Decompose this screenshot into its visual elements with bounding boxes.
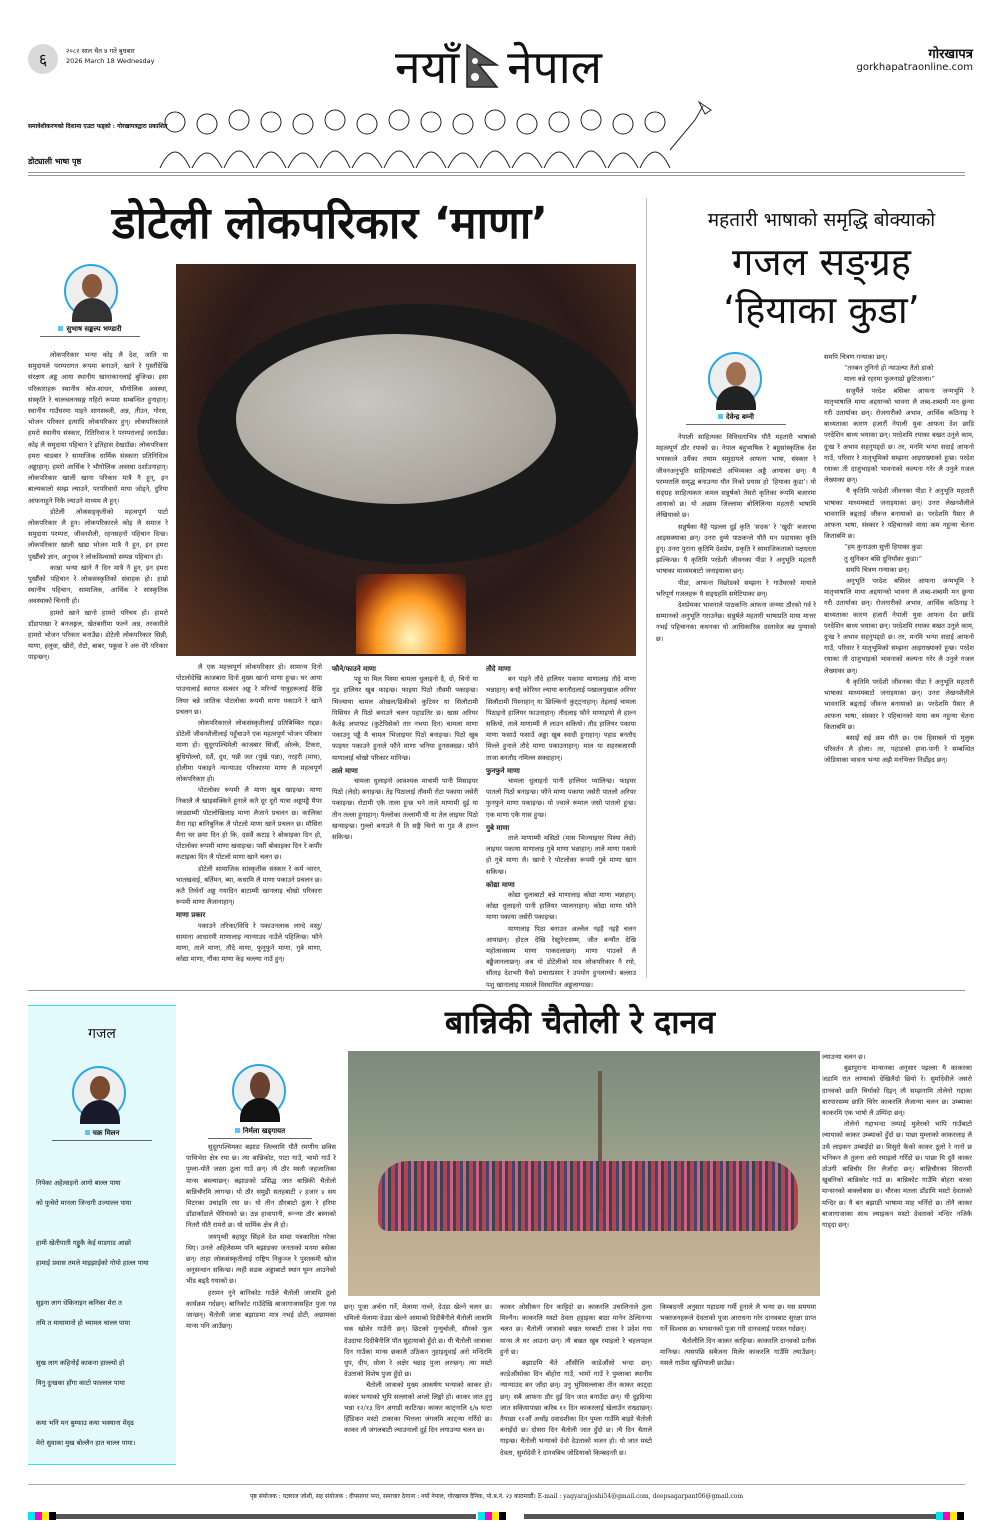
subheading-kodya: कोद्या माणा [486, 879, 515, 889]
subheading-faune: फौने/फाउने माणा [332, 664, 376, 673]
masthead-right: नेपाल [507, 40, 602, 94]
header-rule [28, 172, 965, 173]
paragraph: पट्टू या मिल पिस्या चामला धुलाइनो दै, दो, चिनो या गुड हालियर खुब फाइन्छ। फाइया पिठो तौवमी पकाइन्छ। भिज्याया चामल ओखल/ढिकीको कुटियर या सिलौटामी पिसियर लै पिठो बनाउने चलन पहाडतिर छ। खास अरियर कैलेइ अपरफट (कुटेपिसेको तार नभया दिन) चामला माणा पकाउनु पड्ढै मै चामल भिजाइयर पिठो बनाइन्छ। पिठो खुब फाइयर पकाउने हुनाले फौने माणा भनिया हुनसक्दछ। फौने माणालाई चोखो परिकार मानिन्छ। [332, 675, 478, 762]
article3-byline: निर्मला खड्गायत [208, 1126, 312, 1139]
subheading-taude: तौदे माणा [486, 664, 511, 673]
dateline [66, 46, 154, 66]
headline-line1: गजल सङ्ग्रह [732, 240, 911, 284]
registration-bar [524, 1514, 964, 1519]
paragraph: लोकपरिकार भन्या कोइ लै देश, जाति या समुदायले परम्परागत रूपमा बनाउने, खाने रे पुस्तौंदेखि संरक्षण अड्ढ आया स्थानीय खानाकानलाई बुजिन्छ। इसा परिकाराहरू स्थानीय स्रोत-साधन, भौगोलिक अवस्था, संस्कृति रे चालचलनसङ्ग गहिरो रूपमा सम्बन्धित हुनाहान्। स्थानीय गाउँघरमा पाइने सागसब्जी, अन्न, तीउन, गोरस, भोजन परिकार इत्यादि लोकपरिकार हुन्। लोकपरिकारले हमरो स्थानीय संस्कार, रितिरिवाज रे परम्परालाई जनाउँछ। कोइ लै समुदाया पहिचान रे इतिहास देखाउँछ। लोकपरिकार हमरा चाडबार रे सामाजिक धार्मिक संस्कारा प्रतिनिधित्व अड्ढाहान्। हमरो आर्थिक रे भौगोलिक अवस्था दर्शाउनाहान्। लोकपरिकार खाली खाना परिकार मात्रै नै हुन्, इन बाल्यकालो सम्झ ल्याउने, परपरिवारो माया जोड्ने, दुरिया आफनाहुने निकै ल्याउने माध्यम लै हुन्। [28, 351, 168, 505]
subheading-funfune: फुनफुने माणा [486, 765, 520, 775]
paragraph: काकर ओसीकन दिन काट्टिदो छ। काकरलि उचालिनाले ठुला मिल्नैन। काकरलि मस्टो देवता हट्टाइका बाठा मानेन ठेल्दिनन्या चलन छ। चैतोली जात्राको बखत घरबाटी टाका रे प्रदेश गया मान्स लै घर आउना छन्। त्यै बखत खुब रमाइलो रे चहलपहल हुनो छ। [500, 1303, 652, 1356]
ghazal-heading: गजल [88, 1026, 116, 1042]
paragraph: कोद्या धुलाबाटो बन्ने माणालाइ कोद्या माणा भन्नाहान्। कोद्या धुलाइनो पानी हालियर प्यालनाहान्। कोद्या माणा फौने माणा पकाया जसेरी पकाइन्छ। [486, 891, 636, 922]
masthead-left: नयाँ [395, 40, 460, 94]
paragraph: यै कृतिमि परदेशी जीवनका पीडा रे अनुभूति महतारी भाषाका माध्यमबाटो जनाइयाका छन्। उनरा लेखनशैलीले भावनालि बढ्ताई जीवन्त बनायाको छ। परदेशमि पैसार लै आफना भाषा, संस्कार रे पहिचानको माया कम नहुन्या चेतना किताबमि छ। [824, 487, 974, 541]
article2-col2 [824, 352, 974, 980]
ghazal-line: को फुचेरो मानला जिन्दगी उज्याल्ल पाया [36, 1199, 132, 1207]
paragraph: सुदूरपश्चिमका बझाङ जिल्लामि यौतै रमणीय छविस पाथिभेरा क्षेत्र रया छ। त्या बान्निकोट, पाटा गाउँ, भामो गाउँ रे पुम्ला-योतै जस्ता ठूला गाउँ छन्। त्यै ठौर मस्तौ जहजातिका मान्स बस्ल्याछन्। बझाङको प्रसिद्ध जात बान्निकी चैतोलो बान्निचौरमि लागन्छ। यो ठौर समुद्री सतहबाटी २ हजार ४ सय मिटरका उचाइमि रया छ। यो तीन ठौरबाटो ठूला रे हरिया डाँडाकाँडाले घेरियाको छ। ठन्न हावापानी, रून्न्या ठौर बस्नाको नितरौ यौतै रामरो छ। यो धार्मिक क्षेत्र लै हो। [186, 1143, 336, 1230]
article2-author-avatar [708, 352, 762, 406]
page-number: ६ [28, 44, 58, 74]
brand [856, 44, 973, 73]
paragraph: पकाउने तरिका/विधि रे पकाउनलाक लाग्दे वस्तु/सामाना आधारमी माणालाइ न्यान्याउद नाउँले पहिलिन्छ। फौने माणा, ताले माणा, तौदे माणा, फुनुफुने माणा, गुबे माणा, कोद्या माणा, गौंका माणा केइ चल्ल्या नाउँ हुन्। [176, 921, 322, 964]
paragraph: ल्याउन्या चलन छ। [822, 1053, 866, 1061]
verse-line: “तनबन तुनिनो हो न्याउल्या तैतो डाको [844, 364, 934, 373]
chaitoli-festival-photo [348, 1051, 820, 1296]
crowd-illustration-icon [155, 100, 735, 168]
subheading-gube: गुबे माणा [486, 822, 510, 832]
article3-author-avatar [232, 1064, 286, 1118]
article1-col1 [28, 350, 168, 980]
maana-bread [236, 334, 556, 504]
subheading-taale: ताले माणा [332, 765, 358, 775]
paragraph: हरामन नुने बानिकोट गाउँले चैतोली जात्रामि ठूलो कार्यक्रम गर्दछन्। बानिकोट गाउँदेखि बाजागाजासहित पुजा गन्न जान्छन्। चैतोली जात्रा बझाङमा मात्र नभई डोटी, अछामका मान्स पनि आउँछन्। [186, 1288, 336, 1331]
ghazal-author-avatar [72, 1066, 126, 1120]
subheading-types: माणा प्रकार [176, 910, 206, 920]
date-english: 2026 March 18 Wednesday [66, 57, 155, 65]
ghazal-line: निपेका अहेत्वाइनो आगो बाल्ल पाया [36, 1179, 121, 1187]
fire [356, 574, 466, 654]
tagline: समावेशीकरणको दिशामा एउटा फड्को : गोरखापत्रद्वारा प्रकाशित [28, 123, 168, 130]
ghazal-line: यिनु दुःखका हाँगा काटो फाल्लल पाया [36, 1379, 125, 1387]
article3-col5 [822, 1052, 972, 1480]
ghazal-line: सुख लाग कहिनोइँ काकना हाल्ल्यो हो [36, 1359, 125, 1367]
paragraph: ताले माणाम्मी मसिठो (मास भिज्याइयर पिस्या लेदो) लाइयर पकाया माणालाइ गुबे माणा भन्नाहान्। ताले माणा पकाये हो गुबे माणा लै। खानो रे पोटलोका रूपमी गुबे माणा खान सकिन्छ। [486, 834, 636, 876]
article1-author-avatar [64, 264, 118, 318]
paragraph: यै कृतिमि परदेशी जीवनका पीडा रे अनुभूति महतारी भाषाका माध्यमबाटो जनाइयाका छन्। उनरा लेखनशैलीले भावनालि बढ्ताई जीवन्त बनायाको छ। परदेशमि पैसार लै आफना भाषा, संस्कार रे पहिचानको माया कम नहुन्या चेतना किताबमि छ। [824, 677, 974, 731]
article3-col1 [186, 1142, 336, 1480]
section-rule [28, 990, 965, 991]
registration-bar [36, 1514, 476, 1519]
crowd [378, 1161, 798, 1231]
paragraph: बसाईं सई क्रम यौतै छ। एक हिसाबले यो मुलुक परिवर्तन लै होला। तर, पहाडको हावा-पानी रे सम्बन्धित जोडियाका भावना भन्या अझै मनभित्तर निर्डोइद छन्। [824, 733, 974, 765]
date-nepali: २०८२ साल चैत ४ गते बुधबार [66, 47, 135, 55]
article1-col2 [176, 662, 322, 980]
paragraph: माणालाइ पिठा बनाउन अल्लेल नइहै नइहै चलन आयाछन्। होटल देखि रेस्टुरेन्टसम्म, जीत बन्यौंत देखि महोत्सवसम्म माणा पाकदलाछन्। माणा पाउको लै बढ्ढैजानलाछन्। अब यो डोटेलीको मात्र लोकपरिकार नै रयो, सौंताइ देशभरी यैको प्रचारप्रसार रे उपयोग हुनलाग्यो। बल्लाउ पशु खानालाइ मासाले विस्थापित अड्ढलाग्याछ। [486, 924, 636, 989]
footer-rule [28, 1484, 965, 1485]
paragraph: सजुर्यैले परदेश बसिबर आफना जन्मभूमि रे मातृभाषालि माया अद्दयान्को भावना लै शब्द-शब्दमी मन छुन्या गरी उतार्याका छन्। रोजगारीको अभाव, आर्थिक कठिनाइ रे बाध्यताका कारण हजारौं नेपाली युवा आफना देश छाडि परदेशिन बाध्य भयाका छन्। परदेशमि रयाका बखत उनुले काम, दुःख रे अभाव सहनुपड्दो छ। तर, मनमि भन्या सदाई आफनो गाउँ, परिवार रे मातृभूमिको सम्झना आइराख्याको हुन्छ। परदेश रयाका ती दाजुभाइको भावनाको कल्पना गरेर लै उनुले गजल लेख्याका छन्। [824, 386, 974, 485]
article3-col4 [660, 1302, 816, 1480]
paragraph: समपि चित्रण गन्याका छन्। [846, 565, 910, 574]
paragraph: लै एक महत्त्वपूर्ण लोकपरिकार हो। सामान्य दिनो पोटलोदेखि काजबारा दिनो मुख्य खानो माणा हुन्छ। घर आया पाउनालाई स्वागत सत्कार अड्ढ रे मरिन्याँ यात्रुहरूलाई दैखि लियर बन्ने जातिक पोटलोका रूपमी माणा पकाउने रे खाने प्रचलन छ। [176, 663, 322, 716]
article1-byline: सुभाष सङ्कल्प भण्डारी [40, 324, 140, 337]
nepal-flag-icon [465, 43, 501, 91]
ghazal-line: हामी खेतीपाती गड्ढुकै केई माडगाड आछो [36, 1239, 131, 1247]
paragraph: डोटेली सामाजिक सांस्कृतीक संस्कार रे कर्म न्वारन, भातखवाई, बर्तिमन, ब्या, कथामि लै माणा पकाउने प्रचलन छ। कतै तिर्थनाँ अड्ढ गयादिन बाटाम्मी खानलाइ चोखो परिकारा रूपमी माणा लैजानाहान्। [176, 864, 322, 907]
header-rule-2 [28, 175, 965, 176]
paragraph: बुढापुराना मान्सनका अनुसार पइल्ला यै काकरका जडामि रात लाग्याको देखिलैदो छियो रे। सुर्मादेवीले जसरो दानवको छाति चिर्याको दिइन् त्यै सम्झनामि तोलेनो गद्दाका बारपारसम्म छाति चिरेर काकरलि लैजान्या चलन छ। उम्ब्याका काकरमि एक भाषो लै उम्पिंदा छन्। [822, 1064, 972, 1118]
paragraph: चैतोलीलि दिन काकर काट्टिन्छ। काकरलि दानवको प्रतीक मानिन्छ। त्यसपछि सबैजना मिलेर काकरलि गाउँमि ल्याउँछन्। यसले गाउँमा खुशियाली छाउँछ। [660, 1336, 816, 1368]
ghazal-line: तमि त मायामानो हो च्यामल चाल्ल पाया [36, 1319, 131, 1327]
paragraph: पोटलोका रूपमी लै माणा खुब खाइन्छ। माणा निकालै लै खाइसक्किने हुनाले कतै दूर दूरो यात्रा अड्डपड्ढै मैपर जाड्याम्मी पोटलोखिलाइ माणा लैजाने प्रचलन छ। कालिका मैना गद्दा बानिबुनिक लै पोटलो माणा खाने प्रचलन छ। मौसिरा मैना घर छया दिन हो कि, दसवैं कटाइ रे बोकाइका दिन हो, पोटलोका रूपमी माणा खवाइन्छ। पर्सी बोकाइका दिन रे कर्पौर कटाइका दिन लै पोटलो माणा खाने चलन छ। [176, 786, 322, 862]
color-registration-mark-icon [28, 1512, 56, 1520]
article1-headline: डोटेली लोकपरिकार ‘माणा’ [112, 198, 548, 249]
masthead [395, 42, 602, 92]
paragraph: कान्ना भन्या खाने नै दिन मात्रै नै हुन, इन हमरा पुर्खौंको पहिचान रे लोकसंस्कृतिको संवाहक हो। हाम्रो स्थानीय पहिचान, सामाजिक, आर्थिक रे सांस्कृतिक अवस्थाको चिनारी हो। [28, 563, 168, 606]
paragraph: चैतोली जात्राको मुख्य आकर्षण भन्याको काकर हो। काकर भन्याको भुपि सल्लाको अग्लो लिङ्गो हो। काकर जात हुनु भन्ना १२/१३ दिन अगाडी काटिन्छ। काकर काट्नालि ६/७ घन्टा हिँडिकन मस्टो टाकाका भित्तला जंगलमि काट्न्या गरिँदो छ। काकर त्यै जंगलबाटी ल्याउनालो दुई दिन लगाउन्या चलन छ। [344, 1381, 492, 1435]
paragraph: लोकपरिकारले लोकसंस्कृतीलाई प्रतिबिम्बित गद्दछ। डोटेली जीवनशैलीलाई पहुँचाउने एक महत्वपूर्ण भोजन परिकार माणा हो। सुदूरपश्चिमेली काजबार सिजौँ, ओल्के, टिकरा, बुधियोल्लो, दशैं, दुध, पन्नी जत (पुखे पन्ना), नरहरी (माघ), होलीमा पकाइने न्यान्याउद परिकारमा माणा लै महत्वपूर्ण लोकपरिकार हो। [176, 719, 322, 784]
paragraph: अनुभूति परदेश बसिवर आफना जन्मभूमि रे मातृभाषालि माया अद्दयान्को भावना लै शब्द-शब्दमी मन छुन्या गरी उतार्याका छन्। रोजगारीको अभाव, आर्थिक कठिनाइ रे बाध्यताका कारण हजारौं नेपाली युवा आफना देश छाडि परदेशिन बाध्य भयाका छन्। परदेशमि रयाका बखत उनुले काम, दुःख रे अभाव सहनुपड्दो छ। तर, मनमि भन्या सदाई आफनो गाउँ, परिवार रे मातृभूमिको सम्झना आइराख्याको हुन्छ। परदेश रयाका ती दाजुभाइको भावनाको कल्पना गरेर लै उनुले गजल लेख्याका छन्। [824, 577, 974, 675]
verse-line: तु सुनिकन बसि दुनियाँका कुडा।” [844, 554, 922, 563]
paragraph: हामरो खाने खानो हामरो परिचय हो। हामरो डाँडापाखा रे बनजङ्गल, खेतबारीमा फल्ने अन्न, तरकारीले हामरो भोजन परिकार बनाउँछ। डोटेली लोकपरिकार सिन्नी, माणा, हलुवा, खीरो, रोटो, बाबर, पकुवा रे अरु धेरै परिकार पाइन्छन्। [28, 608, 168, 662]
paragraph: तोलेनो गद्दाभन्दा तम्पाई मुलेरको भापि गाउँबाटो ल्यायाको काकर उम्ब्याको हुँदो छ। पाछा मुम्लाको काकरलाइ लै उथै लाइकन उम्बाइँदो छ। मिसुरो कैको काकर ठूलो रे नानो छ भनिकन लै तुलना अरो रमाइलो गरिँदो छ। पाछा यि दुवै काकर ठोउगी बान्निचौर तिर लैजाँदा छन्। बान्निचौरका सिरानमी खुबनिको बान्निकोट गाउँ छ। बान्निकोट गाउँमि बोहरा थरका मान्सनको बाक्लोबास छ। चौरका मतला डाँडामि मस्टो देवताको मन्दिर छ। यै बन बझाङी भाषामा माह भनिँदो छ। तोनै काकर बाजागाजाका साथ ल्याइकन मस्टो देवताको मन्दिर नजिकै गाड्दा छन्। [822, 1120, 972, 1230]
paragraph: छन्। पूजा अर्चना गर्ने, मेलामा नाच्ने, देउडा खेल्ने चलन छ। धमिलो मेलामा देउडा खेल्ने आमाको दिदीबैनीले चैतोली जात्रामि थक खोलेर गाउँनी छन्। छिटको गुन्युचोली, सौरको फूल देउदाया दिदीबैनीलि पौत सुहायाको हुँदो छ। यी चैतोली जात्राका दिन गाउँका मान्स छकालै उठिकन नुहाइधुवाई अरो मन्दिरमि धुप, दीप, धोला रे अक्षेर चढाइ पुजा अरन्छन्। त्या मस्टो देउताको विशेष पुजा हुँदो छ। [344, 1303, 492, 1379]
ghazal-box [28, 1005, 176, 1465]
article3-col2 [344, 1302, 492, 1480]
color-registration-mark-icon [936, 1512, 964, 1520]
ghazal-line: मेरो सुवाका मुख बोल्लैन हात चाल्ल पाया। [36, 1439, 136, 1447]
paragraph: जयपृथ्वी बहादुर सिंहले देश सम्दा पत्रकारिता गरेका थिए। उनले अहिलेसम्म पनि बझाङका जनताको मनमा बसेका छन्। ताहा लोकसंस्कृतीलाई राष्ट्रिय निकुञ्ज रे पुस्तकमी खोज अनुसन्धान सकिन्छ। त्यही सडक अड्डाबाटो स्थान घुम्न आउनेको भीड बढ्दै गयाको छ। [186, 1232, 336, 1286]
paragraph: सन्नुर्षका यैहै पइल्ला दुई कृति ‘सदक’ रे ‘खुदी’ बजारमा आइसक्याका छन्। उनरा दुम्ये पाठकन्ले यौतै मन पदायाका कृति हुन्। उनरा पुराना कृतिमि देशप्रेम, प्रकृति रे सामाजिकताको पक्षधरता झल्किन्छ। यै कृतिमि परदेशी जीवनका पीडा रे अनुभूति महतारी भाषाका माध्यमबाटो जनाइयाका छन्। [656, 522, 816, 576]
paragraph: किम्बदन्ती अनुसार पहाडमा गर्मी हुनाले लै भन्या छ। यस समयमा भक्तजनहरूले देवताको पूजा आराधना गरेर दानवबाट सुरक्षा प्राप्त गर्ने विश्वास छ। भगवानको पूजा गरी दानवलाई परास्त गर्दछन्। [660, 1303, 816, 1334]
paragraph: नेपाली साहित्यका विविधताभित्र यौतै महतारी भाषाको महत्वपूर्ण ठौर रयाको छ। नेपाल बहुभाषिक रे बहुसांस्कृतिक देश भयाकाले उथैंका तमाम समुदायले आफना भाषा, संस्कार रे जीवनअनुभूति साहित्यबाटो अभिव्यक्त अड्ढै आयाका छन्। यै परम्परालि समृद्ध बनाउन्या यौत निको प्रयास हो ‘हियाका कुडा’। यो सङ्ग्रह साहित्यकार कमल सन्नुर्षको तेसरो कृतिका रूपमि बजारमा आयाको छ। यो अछाम जिल्लामा बोलिलिन्या महतारी भाषामि लेखियाको छ। [656, 433, 816, 520]
article2-kicker: महतारी भाषाको समृद्धि बोक्याको [707, 209, 936, 231]
section-label: डोट्याली भाषा पृष्ठ [28, 156, 82, 166]
paragraph: बन पाइने तौदे हालियर पकाया माणालाइ तौदे माणा भन्नाहान्। बनहै कोरियर ल्याया बनतौदलाई पखालपुखाल अरियर सिलौटामी पिस्नाहान् या छिल्किनो कुट्ट्नाहान्। तेइलाई चामला पिठाइनो हालियर फाउनाहान्। तौदलाइ फौने माणाइणो लै हाल्न सकियो, ताले माणाम्मी लै लाउन सकियो। तौद हालियर पकाया माणा फसाउँ फसाउँ अड्ढा खुब स्वादी हुनाहान्। पहाड बनतौद मिल्ले हुनाले तौदे माणा पकाउनाहान्। माल या सहरबजारमी ताजा बनतौद नमिल्ल सक्दाहान्। [486, 675, 636, 762]
ghazal-byline: चक्र मिलन [52, 1128, 152, 1141]
article3-headline: बान्निकी चैतोली रे दानव [444, 1003, 716, 1041]
ghazal-line: कया भनि मन बुम्फाउ कया भक्याना मेद्ढ [36, 1419, 134, 1427]
paragraph: देशप्रेमका भावनाले पाठकन्ति आफना जन्म्या ठौरको गर्व रे सम्मानको अनुभूति गराउनेछ। सन्नुर्षले महतारी भाषाप्रति माया मात्तर नभई पहिचानका कथनका यो आधिकारिक दस्तावेज बन्न पुग्याको छ। [656, 601, 816, 643]
brand-name: गोरखापत्र [928, 47, 973, 62]
paragraph: बझाङमि चैते औंसीलि काडेऔंसो भन्दा छन्। काडेऔंसोका दिन बोहोरा गाउँ, भामो गाउँ रे पुम्लाका स्थानीय न्यान्याउद बन जाँदा छन्। उनु भुपिसल्लाका तीन काकर काट्दा छन्। सबै आफना ठौर दुई दिन जात बनाउँदा छन्। यी दुइदिन्या जात सकियापाछा करिब ११ दिन काकरलाई खेलाउँन राख्दाछन्। तैपाछा १२औं अथाँइ दवादशीका दिन पुम्ला गाउँमि बाझो चैतोली बनाइँदो छ। दोसरा दिन चैतोली जात हुँदो छ। त्यै दिन चैताले गाइन्छ। चैतोली भन्याको देवो देउताको भजन हो। यो जात मस्टो देवता, सुर्मादेवी रे दानवबिच जोडियाको किम्बदन्ती छ। [500, 1359, 652, 1457]
verse-line: माला बन्ने रहरमा फुलनाढो छुटिजाला।” [844, 375, 935, 384]
ghazal-line: सुइना लाग धेकिनाइन कनिका मेरा त [36, 1299, 122, 1307]
ghazal-line: हामाई प्रवास तमले माइझाईको गोयो हाल्ल पाया [36, 1259, 149, 1267]
brand-url[interactable]: gorkhapatraonline.com [856, 62, 973, 73]
column-divider [646, 198, 647, 978]
article3-col3 [500, 1302, 652, 1480]
article1-col4 [486, 662, 636, 989]
article2-byline: देवेन्द्र बम्नी [686, 412, 786, 425]
article2-headline [650, 238, 993, 334]
article1-col3 [332, 662, 478, 980]
headline-line2: ‘हियाका कुडा’ [723, 288, 920, 332]
maana-photo [176, 264, 636, 656]
article2-col1 [656, 432, 816, 980]
paragraph: चामला धुलाइनो पानी हालियर प्यालिन्छ। फाइयर पातलो पिठो बनाइन्छ। फौने माणा पकाया जसेरी पातलो अरियर फुनफुने माणा पकाइन्छ। यो ज्वाले रूमाल जसो पातलो हुन्छ। एक माणा एकै गास हुन्छ। [486, 777, 636, 819]
paragraph: चामला धुलाइनो आवश्यक मात्रामी पानी मिसाइयर पिठो (लेदो) बनाइन्छ। तेइ पिठालाई तौवमी रोटा पकाया जसेरी पकाइन्छ। रोटामी एकै ताला हुन्छ भने ताले माणामी दुई या तीन तल्ला हुनाहान्। पैल्लोका तल्लामी घी या तेल लाइयर पिठो खन्याइन्छ। गुल्लो बनाउने मै ति सङ्गै चिनो या गुड लै हाल्न सकिन्छ। [332, 777, 478, 842]
paragraph: डोटेली लोकसङ्कृतीको महत्वपूर्ण पाटो लोकपरिकार लै हुन। लोकपरिकारले कोइ लै समाज रे समुदाया परम्परा, जीवनशैली, रहनसहनो पहिचान दिन्छ। लोकपरिकार खाली खाद्य भोजन मात्रै नै हुन, इन हमरा पुर्खौंको ज्ञान, अनुभव रे लोकविश्वासो सम्पन्न पहिचान हो। [28, 507, 168, 561]
paragraph: पीडा, आफन्त विछोडको सम्झना रे गाउँघरको मायाले भरिपूर्ण गजलहरू यै सङ्ग्रहमि समेटियाका छन्। [656, 578, 816, 598]
color-registration-mark-icon [478, 1512, 506, 1520]
verse-line: “हम कुनाउला सुत्ती हियाका कुडा [844, 543, 922, 552]
paragraph: समपि चित्रण गन्याका छन्। [824, 353, 888, 361]
footer-credits: पृष्ठ संयोजक : यज्ञराज जोशी, सह संयोजक : दीपसागर पन्त, समाचार ठेगाना : नयाँ नेपाल, गोरखापत्र दैनिक, पो.ब.नं. २३ काठमाडौं। E-mail : yagyarajjoshi54@gmail.com, deepsagarpant06@gmail.com [249, 1493, 744, 1500]
